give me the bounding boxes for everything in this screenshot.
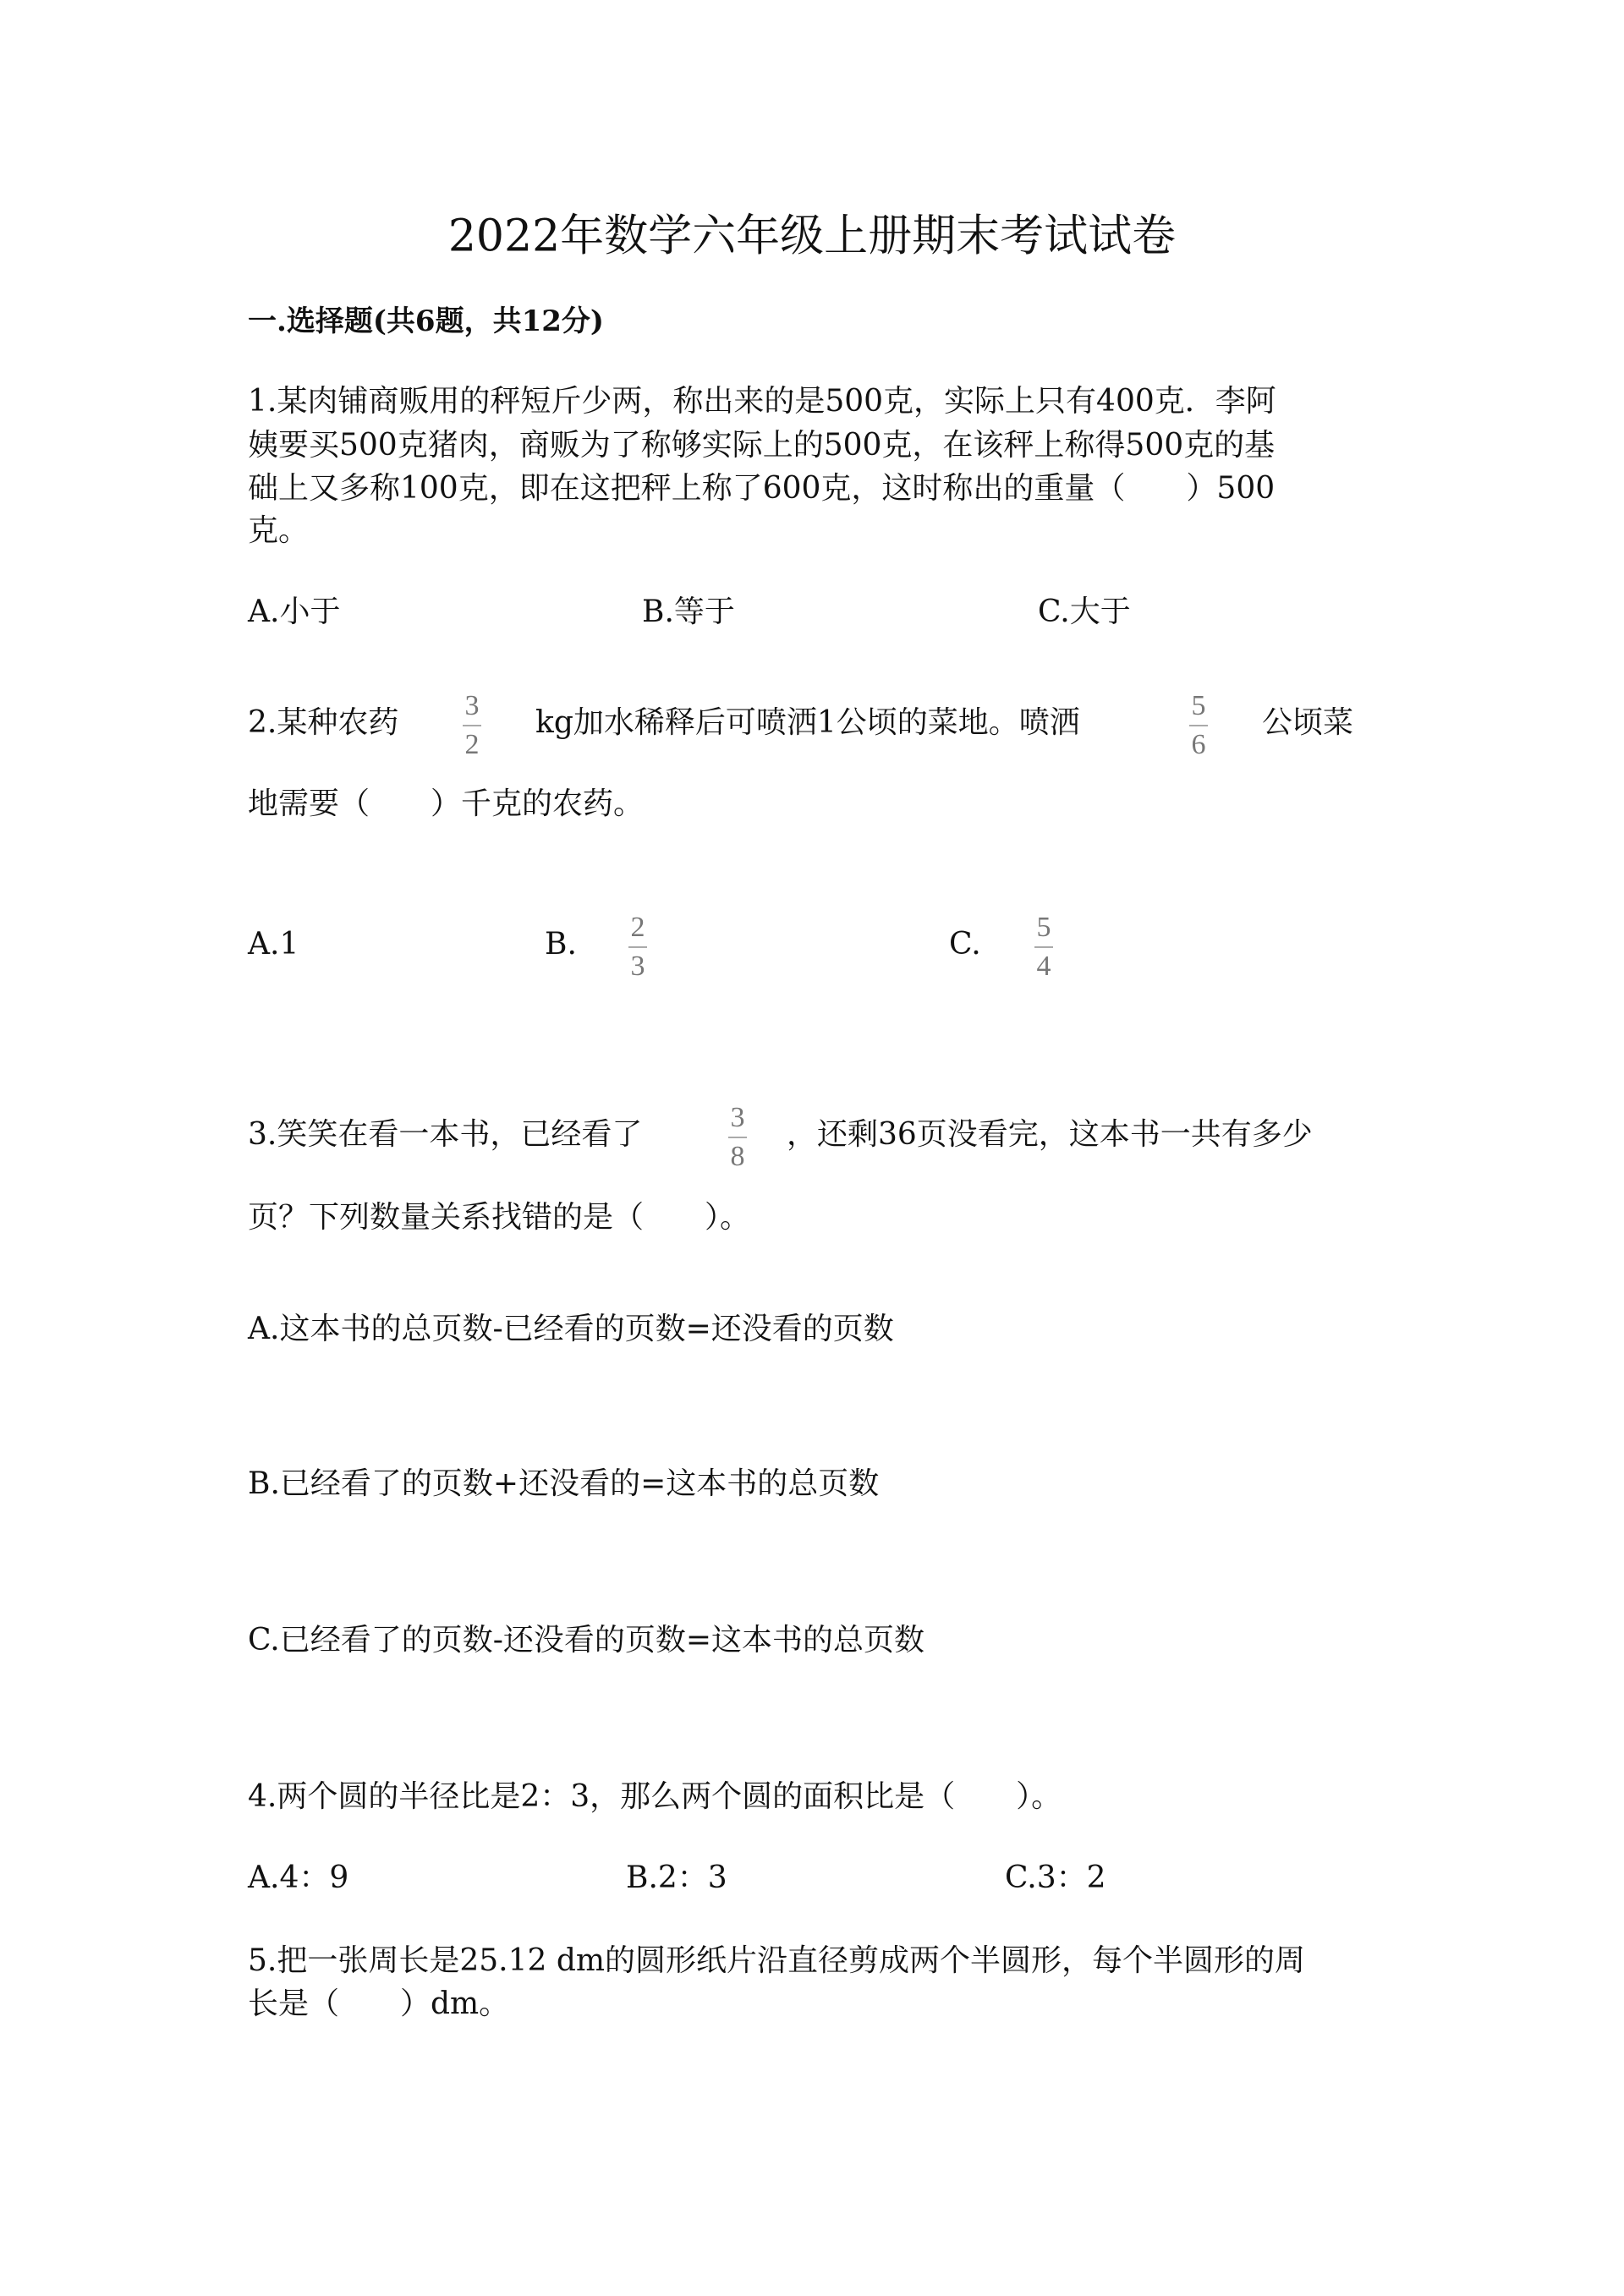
fraction [728,1102,747,1173]
question-text: ，还剩36页没看完，这本书一共有多少 [787,1117,1313,1152]
option-b[interactable]: B.已经看了的页数+还没看的=这本书的总页数 [248,1466,880,1501]
question-text: 5.把一张周长是25.12 dm的圆形纸片沿直径剪成两个半圆形，每个半圆形的周 [248,1943,1306,1978]
option-a[interactable]: A.小于 [248,595,341,629]
numerator: 5 [1191,690,1206,721]
question-text: 4.两个圆的半径比是2：3，那么两个圆的面积比是（ ）。 [248,1779,1062,1814]
denominator: 6 [1191,729,1206,760]
denominator: 3 [630,951,645,982]
option-c[interactable]: C.3：2 [1005,1860,1106,1895]
question-text: 公顷菜 [1262,705,1354,740]
question-text: 姨要买500克猪肉，商贩为了称够实际上的500克，在该秤上称得500克的基 [248,428,1276,463]
option-c-fraction [1034,912,1053,983]
fraction [463,690,481,761]
numerator: 3 [730,1102,745,1133]
option-b-fraction [628,912,647,983]
option-b[interactable]: B.2：3 [626,1860,727,1895]
option-c[interactable]: C. [949,927,981,962]
question-text: 长是（ ）dm。 [248,1986,510,2021]
question-text: 地需要（ ）千克的农药。 [248,786,645,821]
page-title: 2022年数学六年级上册期末考试试卷 [447,211,1177,262]
question-text: 3.笑笑在看一本书，已经看了 [248,1117,643,1152]
section-heading: 一.选择题(共6题，共12分) [248,304,604,338]
option-a[interactable]: A.这本书的总页数-已经看的页数=还没看的页数 [248,1312,894,1346]
option-a[interactable]: A.4：9 [248,1860,349,1895]
question-text: 础上又多称100克，即在这把秤上称了600克，这时称出的重量（ ）500 [248,471,1276,506]
option-c[interactable]: C.大于 [1038,595,1131,629]
option-c[interactable]: C.已经看了的页数-还没看的页数=这本书的总页数 [248,1623,925,1658]
option-a[interactable]: A.1 [248,927,299,962]
numerator: 3 [464,690,480,721]
question-text: 1.某肉铺商贩用的秤短斤少两，称出来的是500克，实际上只有400克．李阿 [248,384,1276,419]
option-b[interactable]: B. [545,927,577,962]
denominator: 2 [464,729,480,760]
denominator: 8 [730,1141,745,1172]
question-text: 2.某种农药 [248,705,399,740]
question-text: 克。 [248,513,310,548]
question-text: 页？下列数量关系找错的是（ ）。 [248,1200,751,1235]
question-text: kg加水稀释后可喷洒1公顷的菜地。喷洒 [535,705,1080,740]
denominator: 4 [1036,951,1051,982]
numerator: 2 [630,912,645,943]
option-b[interactable]: B.等于 [642,595,735,629]
numerator: 5 [1036,912,1051,943]
fraction [1189,690,1208,761]
